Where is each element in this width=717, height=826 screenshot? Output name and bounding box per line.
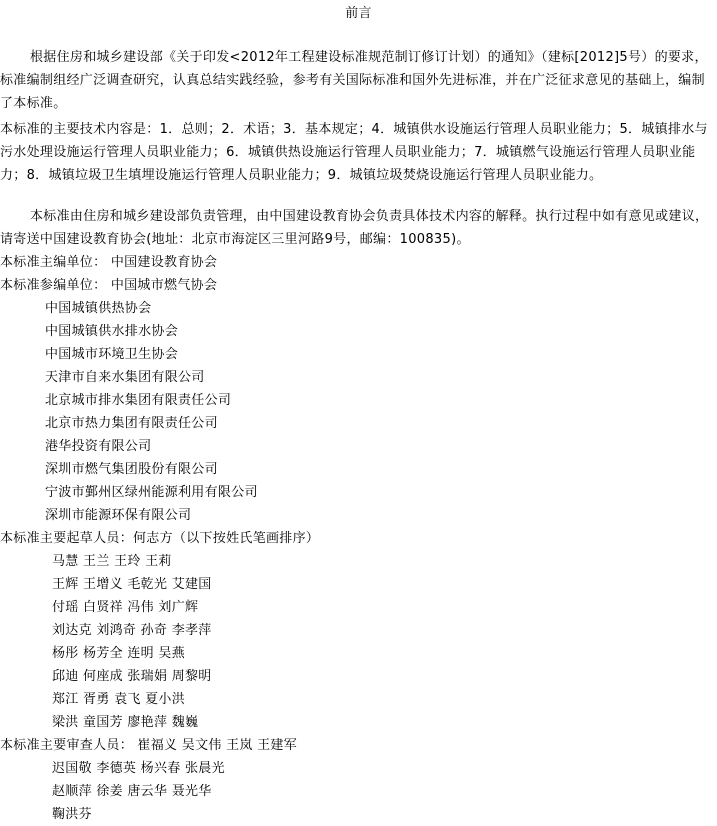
drafter-names: 郑江 胥勇 袁飞 夏小洪: [52, 692, 185, 707]
reviewers-line: 本标准主要审查人员： 崔福义 吴文伟 王岚 王建军: [0, 738, 298, 753]
drafter-names: 王辉 王增义 毛乾光 艾建国: [52, 577, 212, 592]
participating-unit: 港华投资有限公司: [45, 439, 152, 454]
management-paragraph: 本标准由住房和城乡建设部负责管理，由中国建设教育协会负责具体技术内容的解释。执行过程中如有意见或建议，请寄送中国建设教育协会(地址：北京市海淀区三里河路9号，邮编：100835)。: [0, 209, 709, 247]
participating-unit: 中国城镇供水排水协会: [45, 324, 179, 339]
participating-unit: 深圳市燃气集团股份有限公司: [45, 462, 218, 477]
participating-units-line: 本标准参编单位： 中国城市燃气协会: [0, 278, 218, 293]
drafter-names: 刘达克 刘鸿奇 孙奇 李孝萍: [52, 623, 212, 638]
participating-unit: 深圳市能源环保有限公司: [45, 508, 192, 523]
drafter-names: 杨彤 杨芳全 连明 吴燕: [52, 646, 185, 661]
content-paragraph: 本标准的主要技术内容是：1．总则；2．术语；3．基本规定；4．城镇供水设施运行管理人员职业能力；5．城镇排水与污水处理设施运行管理人员职业能力；6．城镇供热设施运行管理人员职业能力；7．城镇燃气设施运行管理人员职业能力；8．城镇垃圾卫生填埋设施运行管理人员职业能力；9．城镇垃圾焚烧设施运行管理人员职业能力。: [0, 122, 708, 183]
page-title: 前言: [345, 6, 372, 21]
drafter-names: 马慧 王兰 王玲 王莉: [52, 554, 172, 569]
reviewer-names: 赵顺萍 徐姜 唐云华 聂光华: [52, 784, 212, 799]
participating-unit: 天津市自来水集团有限公司: [45, 370, 205, 385]
drafters-line: 本标准主要起草人员：何志方（以下按姓氏笔画排序）: [0, 531, 320, 546]
participating-unit: 中国城市环境卫生协会: [45, 347, 179, 362]
chief-editor-line: 本标准主编单位： 中国建设教育协会: [0, 255, 218, 270]
drafter-names: 梁洪 童国芳 廖艳萍 魏巍: [52, 715, 199, 730]
participating-unit: 北京市热力集团有限责任公司: [45, 416, 218, 431]
participating-unit: 宁波市鄞州区绿州能源利用有限公司: [45, 485, 258, 500]
drafter-names: 邱迪 何座成 张瑞娟 周黎明: [52, 669, 212, 684]
reviewer-names: 鞠洪芬: [52, 807, 92, 822]
participating-unit: 北京城市排水集团有限责任公司: [45, 393, 232, 408]
intro-paragraph: 根据住房和城乡建设部《关于印发<2012年工程建设标准规范制订修订计划）的通知》（建标[2012]5号）的要求，标准编制组经广泛调查研究，认真总结实践经验，参考有关国际标准和国外先进标准，并在广泛征求意见的基础上，编制了本标准。: [0, 50, 708, 111]
participating-unit: 中国城镇供热协会: [45, 301, 152, 316]
reviewer-names: 迟国敬 李德英 杨兴春 张晨光: [52, 761, 225, 776]
drafter-names: 付瑶 白贤祥 冯伟 刘广辉: [52, 600, 199, 615]
